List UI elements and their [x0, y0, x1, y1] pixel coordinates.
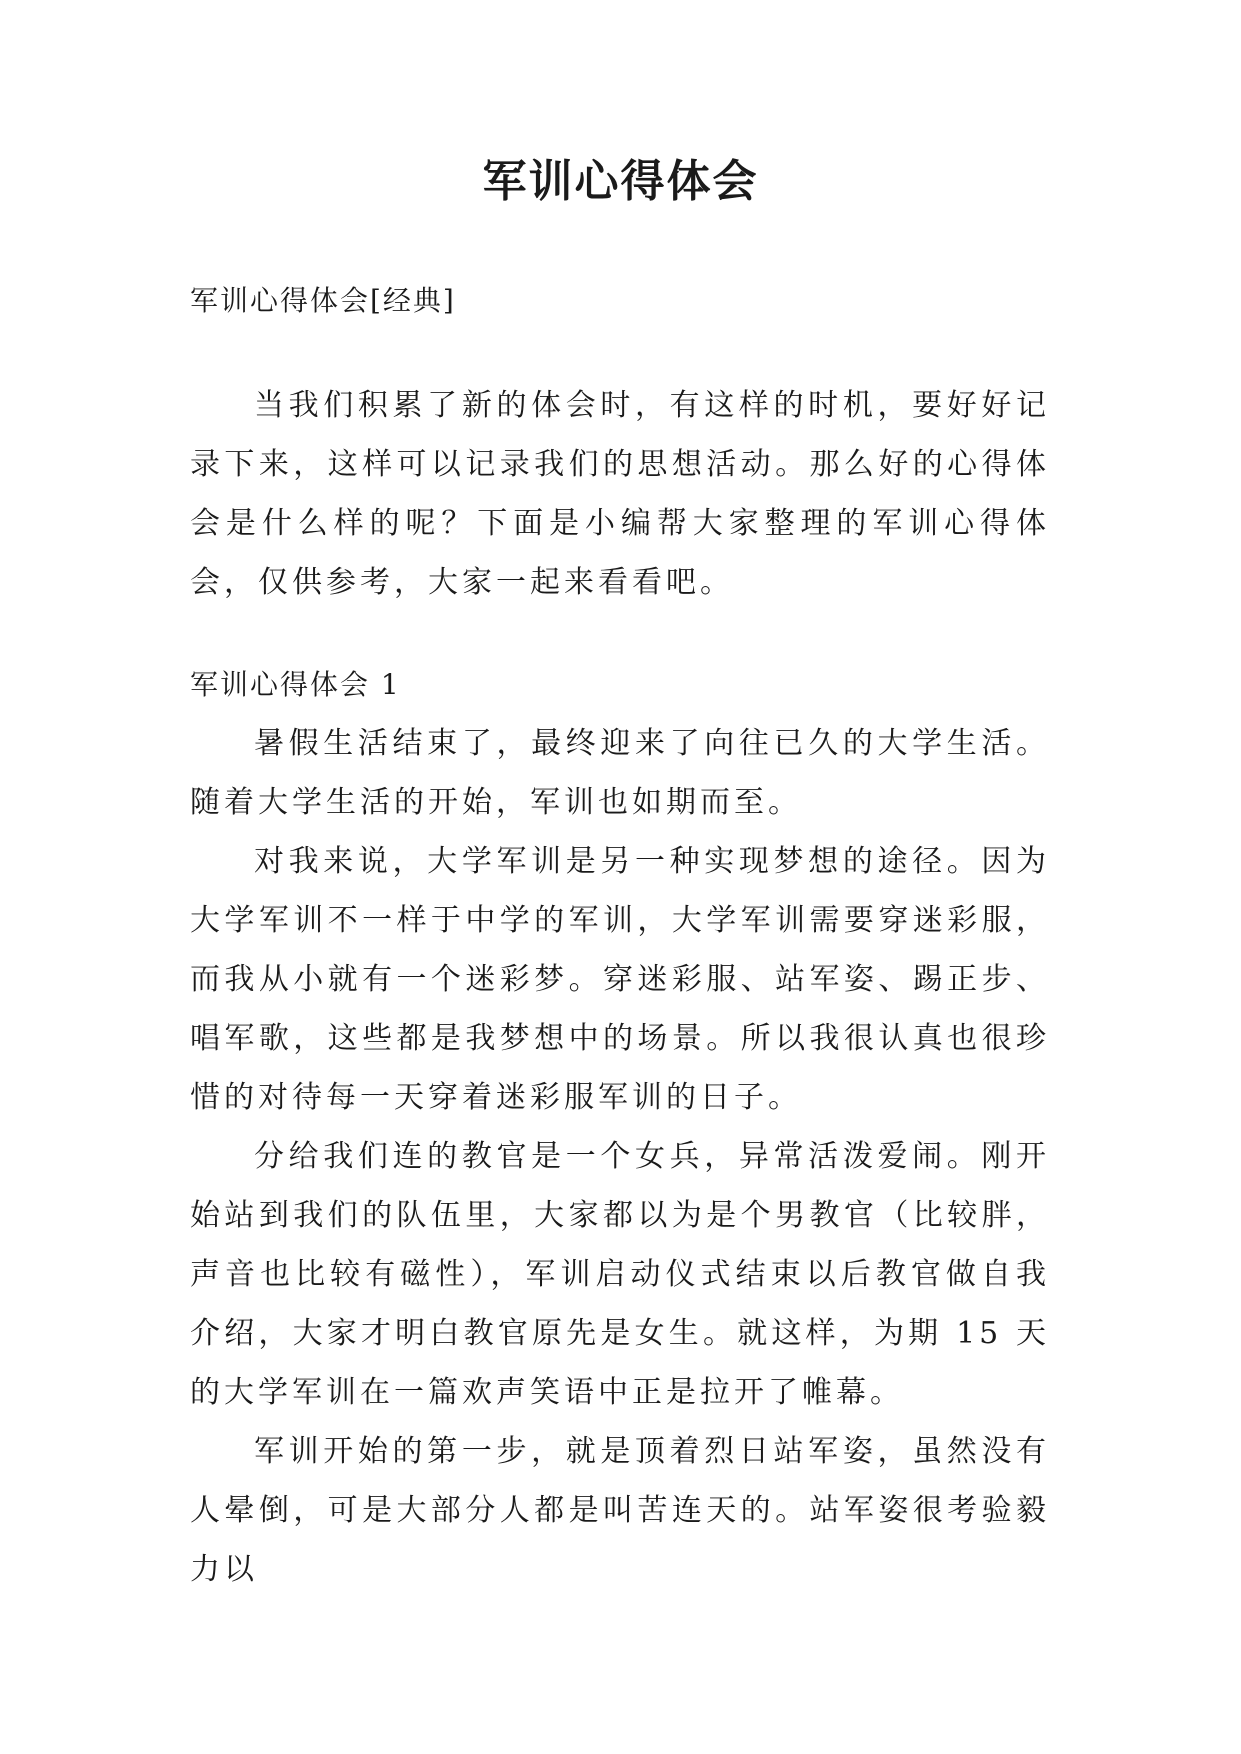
document-body — [190, 272, 1050, 1599]
body-paragraph: 对我来说，大学军训是另一种实现梦想的途径。因为大学军训不一样于中学的军训，大学军训需要穿迷彩服，而我从小就有一个迷彩梦。穿迷彩服、站军姿、踢正步、唱军歌，这些都是我梦想中的场景。所以我很认真也很珍惜的对待每一天穿着迷彩服军训的日子。 — [190, 844, 1050, 1115]
intro-paragraph: 当我们积累了新的体会时，有这样的时机，要好好记录下来，这样可以记录我们的思想活动。那么好的心得体会是什么样的呢？下面是小编帮大家整理的军训心得体会，仅供参考，大家一起来看看吧。 — [190, 388, 1050, 600]
section-heading: 军训心得体会 1 — [190, 668, 401, 701]
document-title: 军训心得体会 — [482, 156, 759, 207]
body-paragraph: 军训开始的第一步，就是顶着烈日站军姿，虽然没有人晕倒，可是大部分人都是叫苦连天的。站军姿很考验毅力以 — [190, 1434, 1050, 1587]
document-subtitle: 军训心得体会[经典] — [190, 284, 456, 317]
body-paragraph: 分给我们连的教官是一个女兵，异常活泼爱闹。刚开始站到我们的队伍里，大家都以为是个男教官（比较胖，声音也比较有磁性），军训启动仪式结束以后教官做自我介绍，大家才明白教官原先是女生。就这样，为期 15 天的大学军训在一篇欢声笑语中正是拉开了帷幕。 — [190, 1139, 1050, 1410]
body-paragraph: 暑假生活结束了，最终迎来了向往已久的大学生活。随着大学生活的开始，军训也如期而至。 — [190, 726, 1050, 820]
